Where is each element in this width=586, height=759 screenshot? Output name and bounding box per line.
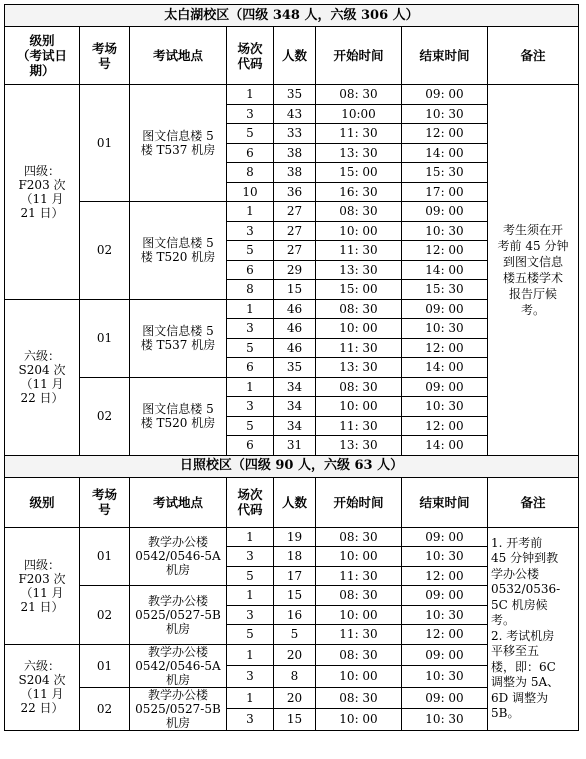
end-time: 12: 00 (402, 625, 488, 645)
end-time: 17: 00 (402, 182, 488, 202)
student-count: 38 (274, 143, 316, 163)
end-time: 09: 00 (402, 85, 488, 105)
session-code: 3 (227, 709, 274, 731)
header-room: 考场 号 (80, 477, 130, 527)
end-time: 09: 00 (402, 527, 488, 547)
session-code: 1 (227, 202, 274, 222)
session-code: 1 (227, 299, 274, 319)
session-code: 3 (227, 319, 274, 339)
start-time: 08: 30 (316, 85, 402, 105)
end-time: 10: 30 (402, 319, 488, 339)
end-time: 09: 00 (402, 644, 488, 666)
start-time: 08: 30 (316, 527, 402, 547)
session-code: 1 (227, 85, 274, 105)
student-count: 34 (274, 397, 316, 417)
header-location: 考试地点 (130, 477, 227, 527)
student-count: 35 (274, 358, 316, 378)
room-location: 图文信息楼 5 楼 T520 机房 (130, 202, 227, 300)
room-location: 教学办公楼 0542/0546-5A 机房 (130, 527, 227, 586)
campus-title: 太白湖校区（四级 348 人，六级 306 人） (5, 5, 579, 27)
student-count: 38 (274, 163, 316, 183)
room-location: 教学办公楼 0525/0527-5B 机房 (130, 687, 227, 730)
end-time: 14: 00 (402, 436, 488, 456)
start-time: 10: 00 (316, 397, 402, 417)
header-level: 级别 （考试日 期） (5, 27, 80, 85)
room-location: 图文信息楼 5 楼 T537 机房 (130, 85, 227, 202)
student-count: 27 (274, 241, 316, 261)
end-time: 09: 00 (402, 377, 488, 397)
session-code: 5 (227, 241, 274, 261)
end-time: 10: 30 (402, 221, 488, 241)
start-time: 15: 00 (316, 280, 402, 300)
end-time: 15: 30 (402, 163, 488, 183)
level-cell: 四级： F203 次 （11 月 21 日） (5, 85, 80, 300)
student-count: 5 (274, 625, 316, 645)
end-time: 10: 30 (402, 547, 488, 567)
session-code: 6 (227, 358, 274, 378)
session-code: 1 (227, 586, 274, 606)
student-count: 8 (274, 666, 316, 688)
header-count: 人数 (274, 27, 316, 85)
student-count: 29 (274, 260, 316, 280)
end-time: 10: 30 (402, 666, 488, 688)
session-code: 5 (227, 416, 274, 436)
header-location: 考试地点 (130, 27, 227, 85)
room-number: 01 (80, 85, 130, 202)
start-time: 08: 30 (316, 687, 402, 709)
header-session: 场次 代码 (227, 477, 274, 527)
student-count: 36 (274, 182, 316, 202)
session-code: 6 (227, 436, 274, 456)
student-count: 27 (274, 202, 316, 222)
student-count: 17 (274, 566, 316, 586)
end-time: 12: 00 (402, 416, 488, 436)
exam-schedule (4, 4, 579, 731)
end-time: 14: 00 (402, 260, 488, 280)
session-code: 3 (227, 547, 274, 567)
header-session: 场次 代码 (227, 27, 274, 85)
student-count: 15 (274, 709, 316, 731)
session-code: 1 (227, 687, 274, 709)
end-time: 09: 00 (402, 299, 488, 319)
end-time: 10: 30 (402, 104, 488, 124)
start-time: 11: 30 (316, 241, 402, 261)
student-count: 34 (274, 377, 316, 397)
end-time: 09: 00 (402, 202, 488, 222)
end-time: 15: 30 (402, 280, 488, 300)
end-time: 10: 30 (402, 605, 488, 625)
end-time: 14: 00 (402, 358, 488, 378)
student-count: 35 (274, 85, 316, 105)
end-time: 10: 30 (402, 709, 488, 731)
student-count: 46 (274, 319, 316, 339)
start-time: 11: 30 (316, 566, 402, 586)
session-code: 1 (227, 377, 274, 397)
session-code: 10 (227, 182, 274, 202)
session-code: 5 (227, 566, 274, 586)
header-start: 开始时间 (316, 477, 402, 527)
header-level: 级别 (5, 477, 80, 527)
start-time: 10: 00 (316, 605, 402, 625)
student-count: 31 (274, 436, 316, 456)
session-code: 5 (227, 124, 274, 144)
end-time: 12: 00 (402, 338, 488, 358)
session-code: 3 (227, 221, 274, 241)
session-code: 3 (227, 397, 274, 417)
room-location: 图文信息楼 5 楼 T537 机房 (130, 299, 227, 377)
room-number: 02 (80, 377, 130, 455)
room-number: 02 (80, 687, 130, 730)
start-time: 15: 00 (316, 163, 402, 183)
start-time: 08: 30 (316, 644, 402, 666)
room-location: 教学办公楼 0525/0527-5B 机房 (130, 586, 227, 645)
room-number: 01 (80, 644, 130, 687)
note-cell: 考生须在开 考前 45 分钟 到图文信息 楼五楼学术 报告厅候 考。 (488, 85, 579, 456)
session-code: 3 (227, 104, 274, 124)
level-cell: 六级： S204 次 （11 月 22 日） (5, 644, 80, 730)
header-count: 人数 (274, 477, 316, 527)
room-number: 01 (80, 299, 130, 377)
start-time: 16: 30 (316, 182, 402, 202)
header-end: 结束时间 (402, 27, 488, 85)
student-count: 27 (274, 221, 316, 241)
campus-title: 日照校区（四级 90 人，六级 63 人） (5, 455, 579, 477)
start-time: 11: 30 (316, 625, 402, 645)
session-code: 1 (227, 644, 274, 666)
end-time: 12: 00 (402, 566, 488, 586)
session-code: 8 (227, 163, 274, 183)
session-code: 3 (227, 666, 274, 688)
start-time: 13: 30 (316, 260, 402, 280)
room-location: 图文信息楼 5 楼 T520 机房 (130, 377, 227, 455)
start-time: 11: 30 (316, 338, 402, 358)
start-time: 10: 00 (316, 709, 402, 731)
start-time: 08: 30 (316, 586, 402, 606)
student-count: 20 (274, 644, 316, 666)
end-time: 12: 00 (402, 241, 488, 261)
student-count: 19 (274, 527, 316, 547)
student-count: 43 (274, 104, 316, 124)
student-count: 20 (274, 687, 316, 709)
room-number: 02 (80, 202, 130, 300)
header-note: 备注 (488, 477, 579, 527)
header-room: 考场 号 (80, 27, 130, 85)
level-cell: 六级： S204 次 （11 月 22 日） (5, 299, 80, 455)
session-code: 8 (227, 280, 274, 300)
room-number: 01 (80, 527, 130, 586)
session-code: 5 (227, 625, 274, 645)
start-time: 10: 00 (316, 319, 402, 339)
note-cell: 1. 开考前 45 分钟到教 学办公楼 0532/0536- 5C 机房候 考。 2. 考试机房 平移至五 楼，即：6C 调整为 5A、 6D 调整为 5B。 (488, 527, 579, 730)
student-count: 15 (274, 280, 316, 300)
end-time: 09: 00 (402, 586, 488, 606)
student-count: 46 (274, 299, 316, 319)
end-time: 14: 00 (402, 143, 488, 163)
session-code: 5 (227, 338, 274, 358)
start-time: 10: 00 (316, 666, 402, 688)
student-count: 33 (274, 124, 316, 144)
session-code: 3 (227, 605, 274, 625)
start-time: 08: 30 (316, 299, 402, 319)
student-count: 34 (274, 416, 316, 436)
end-time: 12: 00 (402, 124, 488, 144)
start-time: 08: 30 (316, 202, 402, 222)
room-location: 教学办公楼 0542/0546-5A 机房 (130, 644, 227, 687)
session-code: 6 (227, 260, 274, 280)
end-time: 10: 30 (402, 397, 488, 417)
start-time: 11: 30 (316, 124, 402, 144)
header-end: 结束时间 (402, 477, 488, 527)
end-time: 09: 00 (402, 687, 488, 709)
room-number: 02 (80, 586, 130, 645)
header-start: 开始时间 (316, 27, 402, 85)
level-cell: 四级： F203 次 （11 月 21 日） (5, 527, 80, 644)
student-count: 46 (274, 338, 316, 358)
student-count: 15 (274, 586, 316, 606)
start-time: 10:00 (316, 104, 402, 124)
start-time: 10: 00 (316, 221, 402, 241)
start-time: 08: 30 (316, 377, 402, 397)
header-note: 备注 (488, 27, 579, 85)
start-time: 11: 30 (316, 416, 402, 436)
session-code: 6 (227, 143, 274, 163)
start-time: 13: 30 (316, 358, 402, 378)
session-code: 1 (227, 527, 274, 547)
start-time: 13: 30 (316, 143, 402, 163)
start-time: 10: 00 (316, 547, 402, 567)
student-count: 16 (274, 605, 316, 625)
exam-schedule-table (4, 4, 579, 731)
student-count: 18 (274, 547, 316, 567)
start-time: 13: 30 (316, 436, 402, 456)
